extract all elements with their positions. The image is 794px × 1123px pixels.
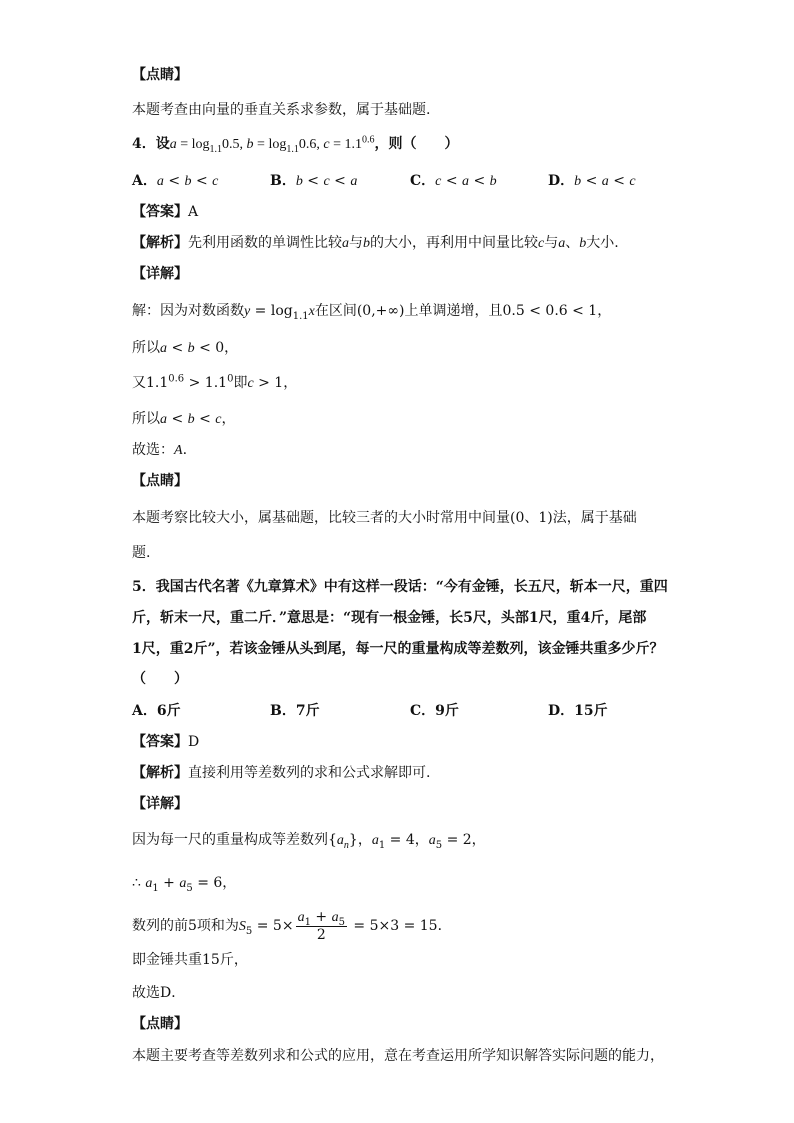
q5-option-b[interactable]: B．7斤 [270,703,320,719]
q4-analysis: 【解析】先利用函数的单调性比较a与b的大小，再利用中间量比较c与a、b大小. [132,235,619,251]
section-heading-dianjing-2: 【点睛】 [132,473,188,489]
q4-option-d[interactable]: D．b < a < c [548,173,636,189]
q4-option-c[interactable]: C．c < a < b [410,173,497,189]
q5-answer: 【答案】D [132,734,200,750]
q4-detail-5: 故选：A. [132,442,188,458]
q4-detail-2: 所以a < b < 0， [132,340,239,356]
q4-detail-1: 解：因为对数函数$y = \log_{1.1}x$在区间(0,+∞)上单调递增，且0.5 < 0.6 < 1， [132,303,612,322]
q3-note: 本题考查由向量的垂直关系求参数，属于基础题. [132,102,431,118]
q5-stem-4: （ ） [132,671,188,687]
q5-detail-2: ∴ $a_1 + a_5 = 6$， [132,875,237,894]
q4-option-a[interactable]: A．a < b < c [132,173,219,189]
q4-option-b[interactable]: B．b < c < a [270,173,358,189]
q4-note-1: 本题考察比较大小，属基础题，比较三者的大小时常用中间量(0、1)法，属于基础 [132,510,637,526]
q4-detail-3: 又$1.1^{0.6} > 1.1^0$即c > 1， [132,373,298,391]
q5-detail-1: 因为每一尺的重量构成等差数列$\{a_n\}$，$a_1 = 4$，$a_5 = 2$， [132,832,486,851]
q5-option-c[interactable]: C．9斤 [410,703,459,719]
q4-stem-math: $a = \log_{1.1}0.5$, $b = \log_{1.1}0.6$, $c = 1.1^{0.6}$ [169,134,375,155]
q5-detail-5: 故选D． [132,985,186,1001]
q5-stem-1: 5．我国古代名著《九章算术》中有这样一段话：“今有金锤，长五尺，斩本一尺，重四 [132,579,668,595]
q4-suffix: ，则（ ） [374,136,459,152]
q4-answer: 【答案】A [132,204,199,220]
q5-analysis: 【解析】直接利用等差数列的求和公式求解即可. [132,765,431,781]
section-heading-dianjing-3: 【点睛】 [132,1016,188,1032]
q5-stem-2: 斤，斩末一尺，重二斤．”意思是：“现有一根金锤，长5尺，头部1尺，重4斤，尾部 [132,610,647,626]
q5-option-a[interactable]: A．6斤 [132,703,181,719]
q5-stem-3: 1尺，重2斤”，若该金锤从头到尾，每一尺的重量构成等差数列，该金锤共重多少斤？ [132,641,664,657]
q4-detail-4: 所以a < b < c， [132,411,236,427]
q5-option-d[interactable]: D．15斤 [548,703,608,719]
q4-prefix: 4．设 [132,136,170,152]
q5-detail-4: 即金锤共重15斤， [132,952,248,968]
section-heading-dianjing: 【点睛】 [132,67,188,83]
fraction: $\frac{a_1 + a_5}{2}$ [297,908,345,943]
q5-detail-3: 数列的前5项和为$S_5 = 5\times$ $\frac{a_1 + a_5}{2}$ = 5×3 = 15． [132,908,452,943]
q4-stem [132,134,458,155]
section-heading-xiangjie-2: 【详解】 [132,796,188,812]
q4-note-2: 题. [132,545,151,561]
section-heading-xiangjie: 【详解】 [132,266,188,282]
q5-note: 本题主要考查等差数列求和公式的应用，意在考查运用所学知识解答实际问题的能力， [132,1048,664,1064]
